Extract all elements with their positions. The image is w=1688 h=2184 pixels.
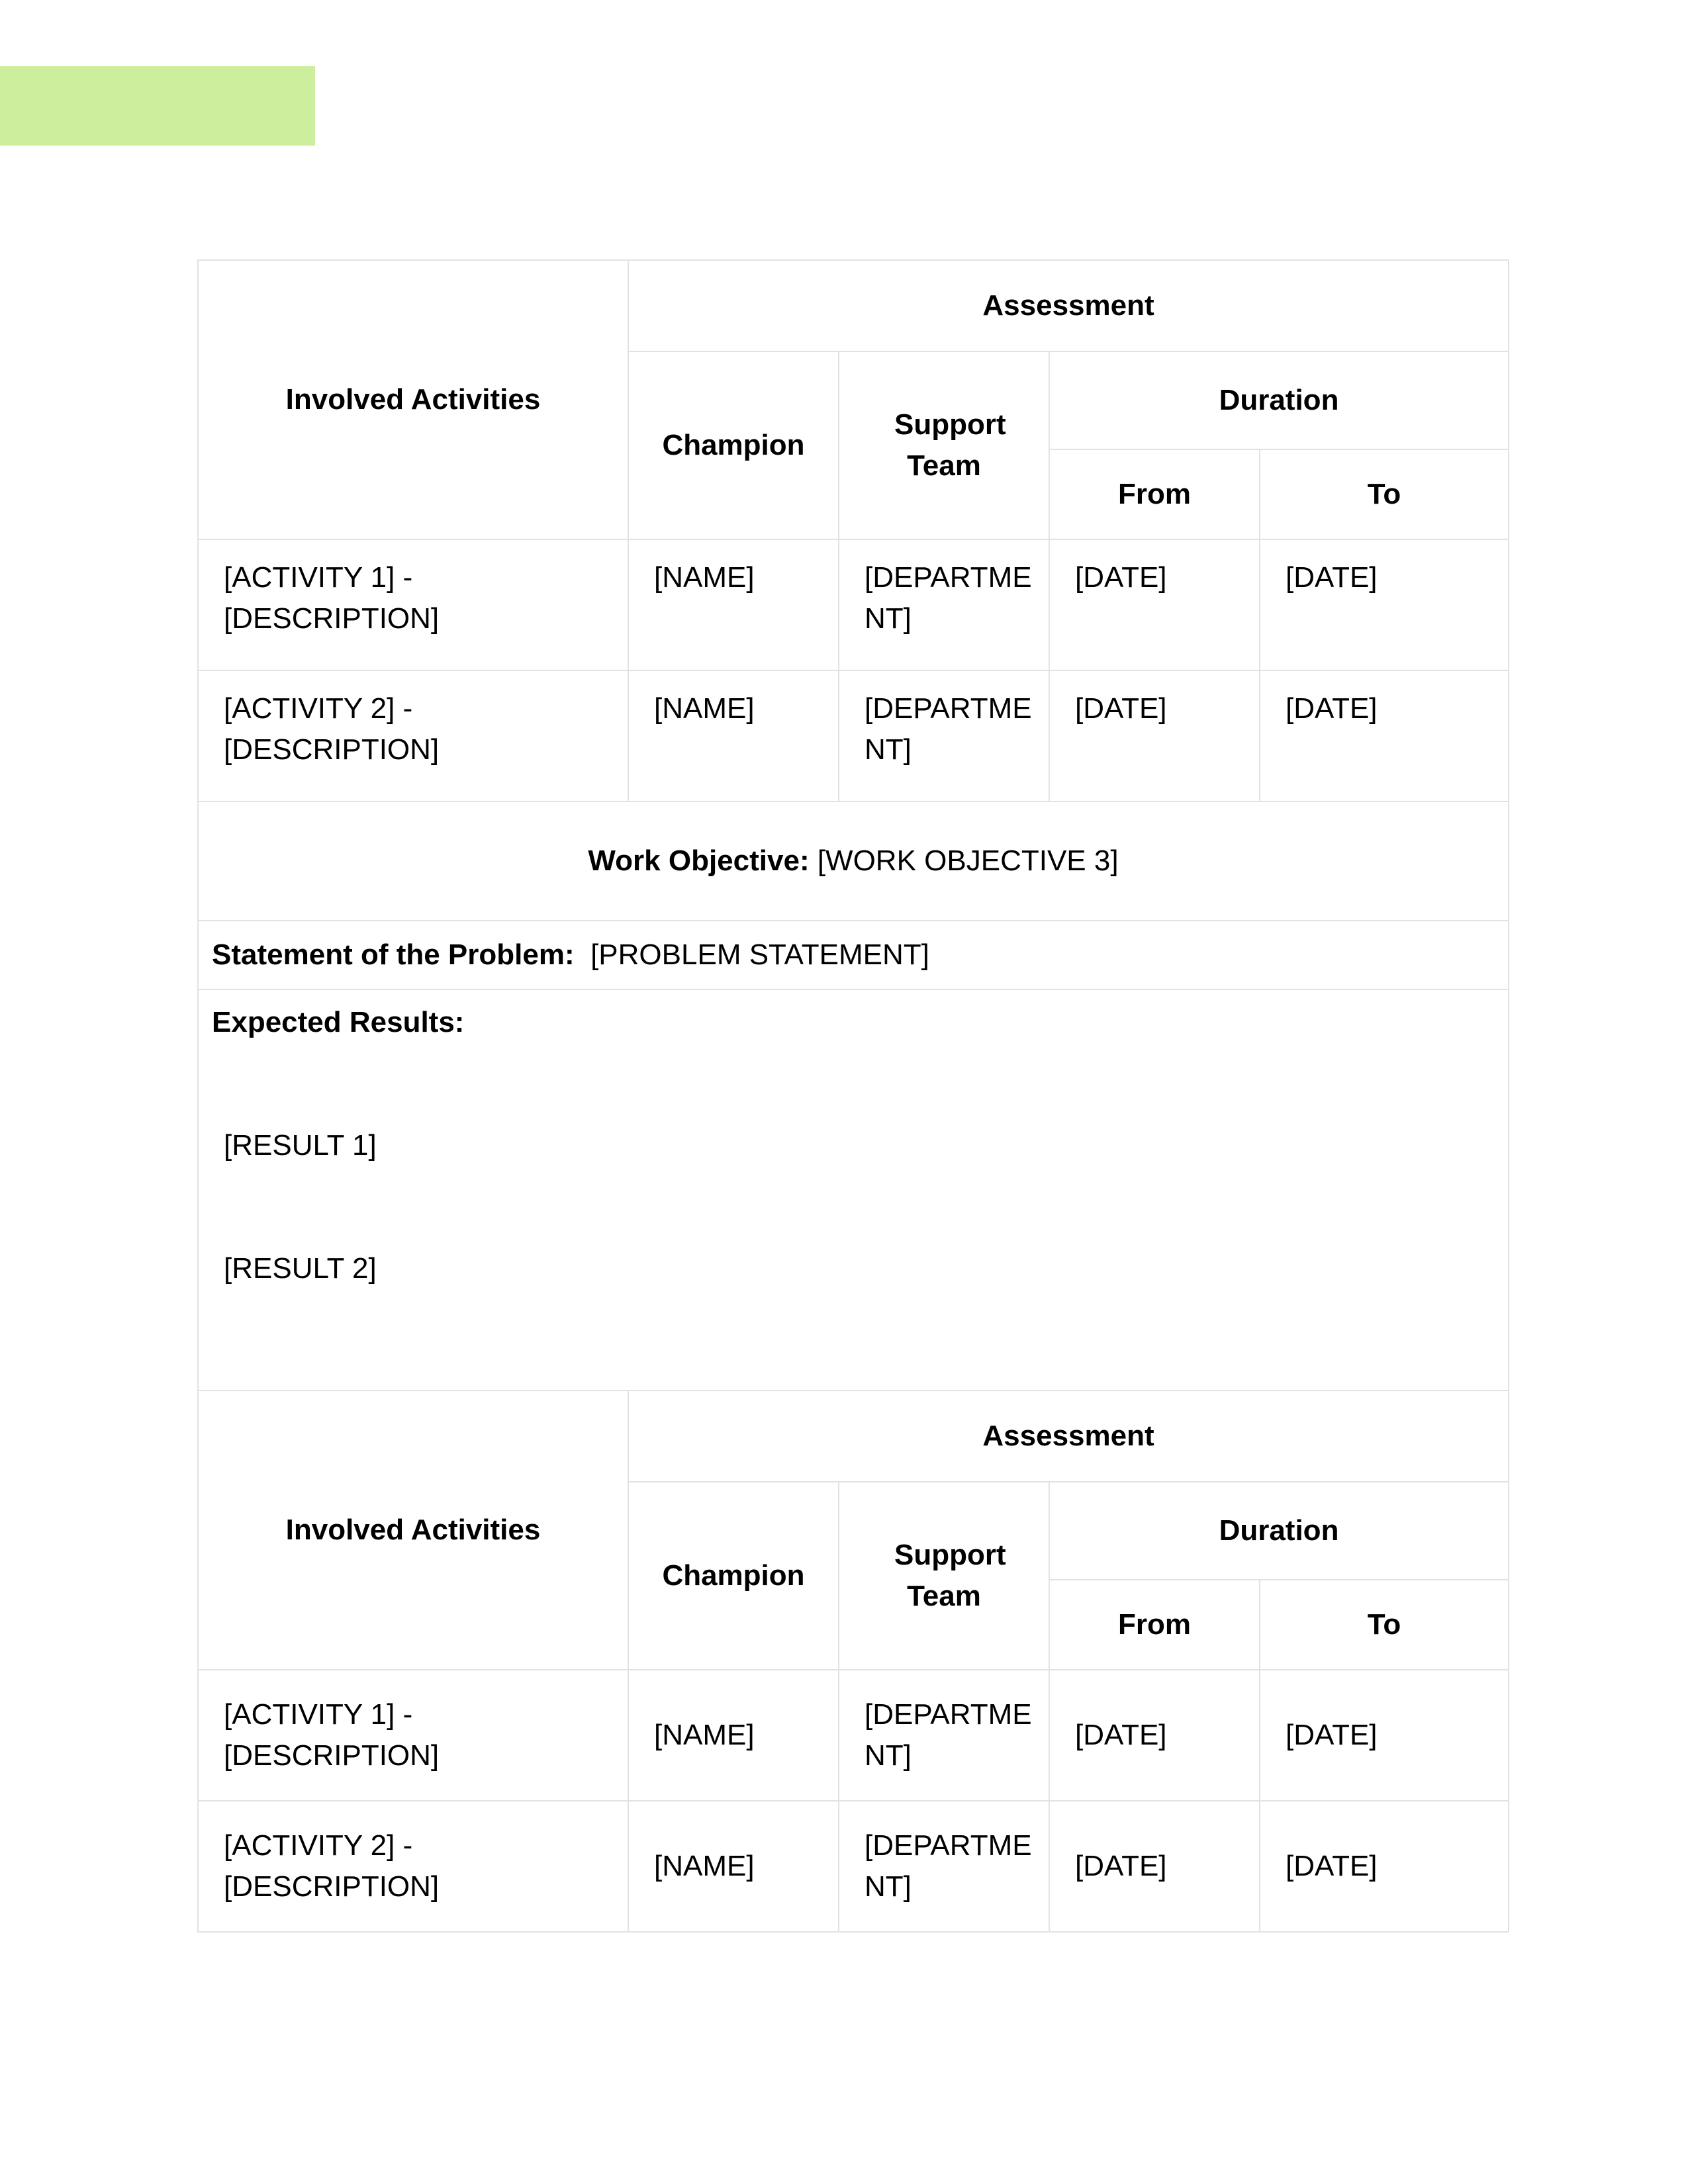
table1-from-header: From — [1049, 449, 1260, 539]
expected-results-row — [198, 989, 1509, 1390]
table2-row1-to[interactable]: [DATE] — [1260, 1670, 1509, 1801]
table1-assessment-header: Assessment — [628, 260, 1509, 351]
table2-row2-name[interactable]: [NAME] — [628, 1801, 839, 1932]
table2-row2-department[interactable]: [DEPARTMENT] — [839, 1801, 1049, 1932]
table1-row2-to[interactable]: [DATE] — [1260, 670, 1509, 801]
work-objective-row — [198, 801, 1509, 921]
table2-row1-department[interactable]: [DEPARTMENT] — [839, 1670, 1049, 1801]
table1-row1-name[interactable]: [NAME] — [628, 539, 839, 670]
table-row — [198, 1670, 1509, 1801]
table2-row1-name[interactable]: [NAME] — [628, 1670, 839, 1801]
table2-from-header: From — [1049, 1580, 1260, 1670]
table1-involved-activities-header: Involved Activities — [198, 260, 628, 539]
table1-champion-header: Champion — [628, 351, 839, 539]
table1-duration-header: Duration — [1049, 351, 1509, 449]
table2-support-team-header — [839, 1482, 1049, 1670]
table-row — [198, 670, 1509, 801]
table2-row2-activity[interactable]: [ACTIVITY 2] - [DESCRIPTION] — [198, 1801, 628, 1932]
table2-duration-header: Duration — [1049, 1482, 1509, 1580]
table1-row1-from[interactable]: [DATE] — [1049, 539, 1260, 670]
table1-row2-name[interactable]: [NAME] — [628, 670, 839, 801]
table-row — [198, 1801, 1509, 1932]
table2-assessment-header: Assessment — [628, 1390, 1509, 1482]
work-plan-table — [197, 259, 1509, 1933]
table-row — [198, 539, 1509, 670]
table1-header-row — [198, 260, 1509, 351]
table2-row2-from[interactable]: [DATE] — [1049, 1801, 1260, 1932]
expected-results[interactable] — [198, 989, 1509, 1390]
problem-statement[interactable] — [198, 921, 1509, 989]
table2-row1-from[interactable]: [DATE] — [1049, 1670, 1260, 1801]
result-item-2: [RESULT 2] — [224, 1252, 377, 1285]
table2-involved-activities-header: Involved Activities — [198, 1390, 628, 1670]
work-objective[interactable] — [198, 801, 1509, 921]
table2-row1-activity[interactable]: [ACTIVITY 1] - [DESCRIPTION] — [198, 1670, 628, 1801]
table1-to-header: To — [1260, 449, 1509, 539]
table1-support-team-header — [839, 351, 1049, 539]
table1-row2-activity[interactable]: [ACTIVITY 2] - [DESCRIPTION] — [198, 670, 628, 801]
problem-statement-label: Statement of the Problem: — [212, 938, 575, 971]
problem-statement-row — [198, 921, 1509, 989]
problem-statement-value: [PROBLEM STATEMENT] — [590, 938, 929, 971]
table2-header-row — [198, 1390, 1509, 1482]
table2-support-team-label: Support Team — [894, 1539, 1006, 1612]
table2-to-header: To — [1260, 1580, 1509, 1670]
expected-results-label: Expected Results: — [212, 1006, 465, 1038]
work-objective-label: Work Objective: — [588, 844, 810, 877]
work-objective-value: [WORK OBJECTIVE 3] — [817, 844, 1119, 877]
header-accent-bar — [0, 66, 315, 146]
table2-champion-header: Champion — [628, 1482, 839, 1670]
table1-row1-activity[interactable]: [ACTIVITY 1] - [DESCRIPTION] — [198, 539, 628, 670]
result-item-1: [RESULT 1] — [224, 1129, 377, 1161]
table1-row2-department[interactable]: [DEPARTMENT] — [839, 670, 1049, 801]
table1-row1-to[interactable]: [DATE] — [1260, 539, 1509, 670]
table2-row2-to[interactable]: [DATE] — [1260, 1801, 1509, 1932]
table1-row1-department[interactable]: [DEPARTMENT] — [839, 539, 1049, 670]
table1-support-team-label: Support Team — [894, 408, 1006, 482]
table1-row2-from[interactable]: [DATE] — [1049, 670, 1260, 801]
